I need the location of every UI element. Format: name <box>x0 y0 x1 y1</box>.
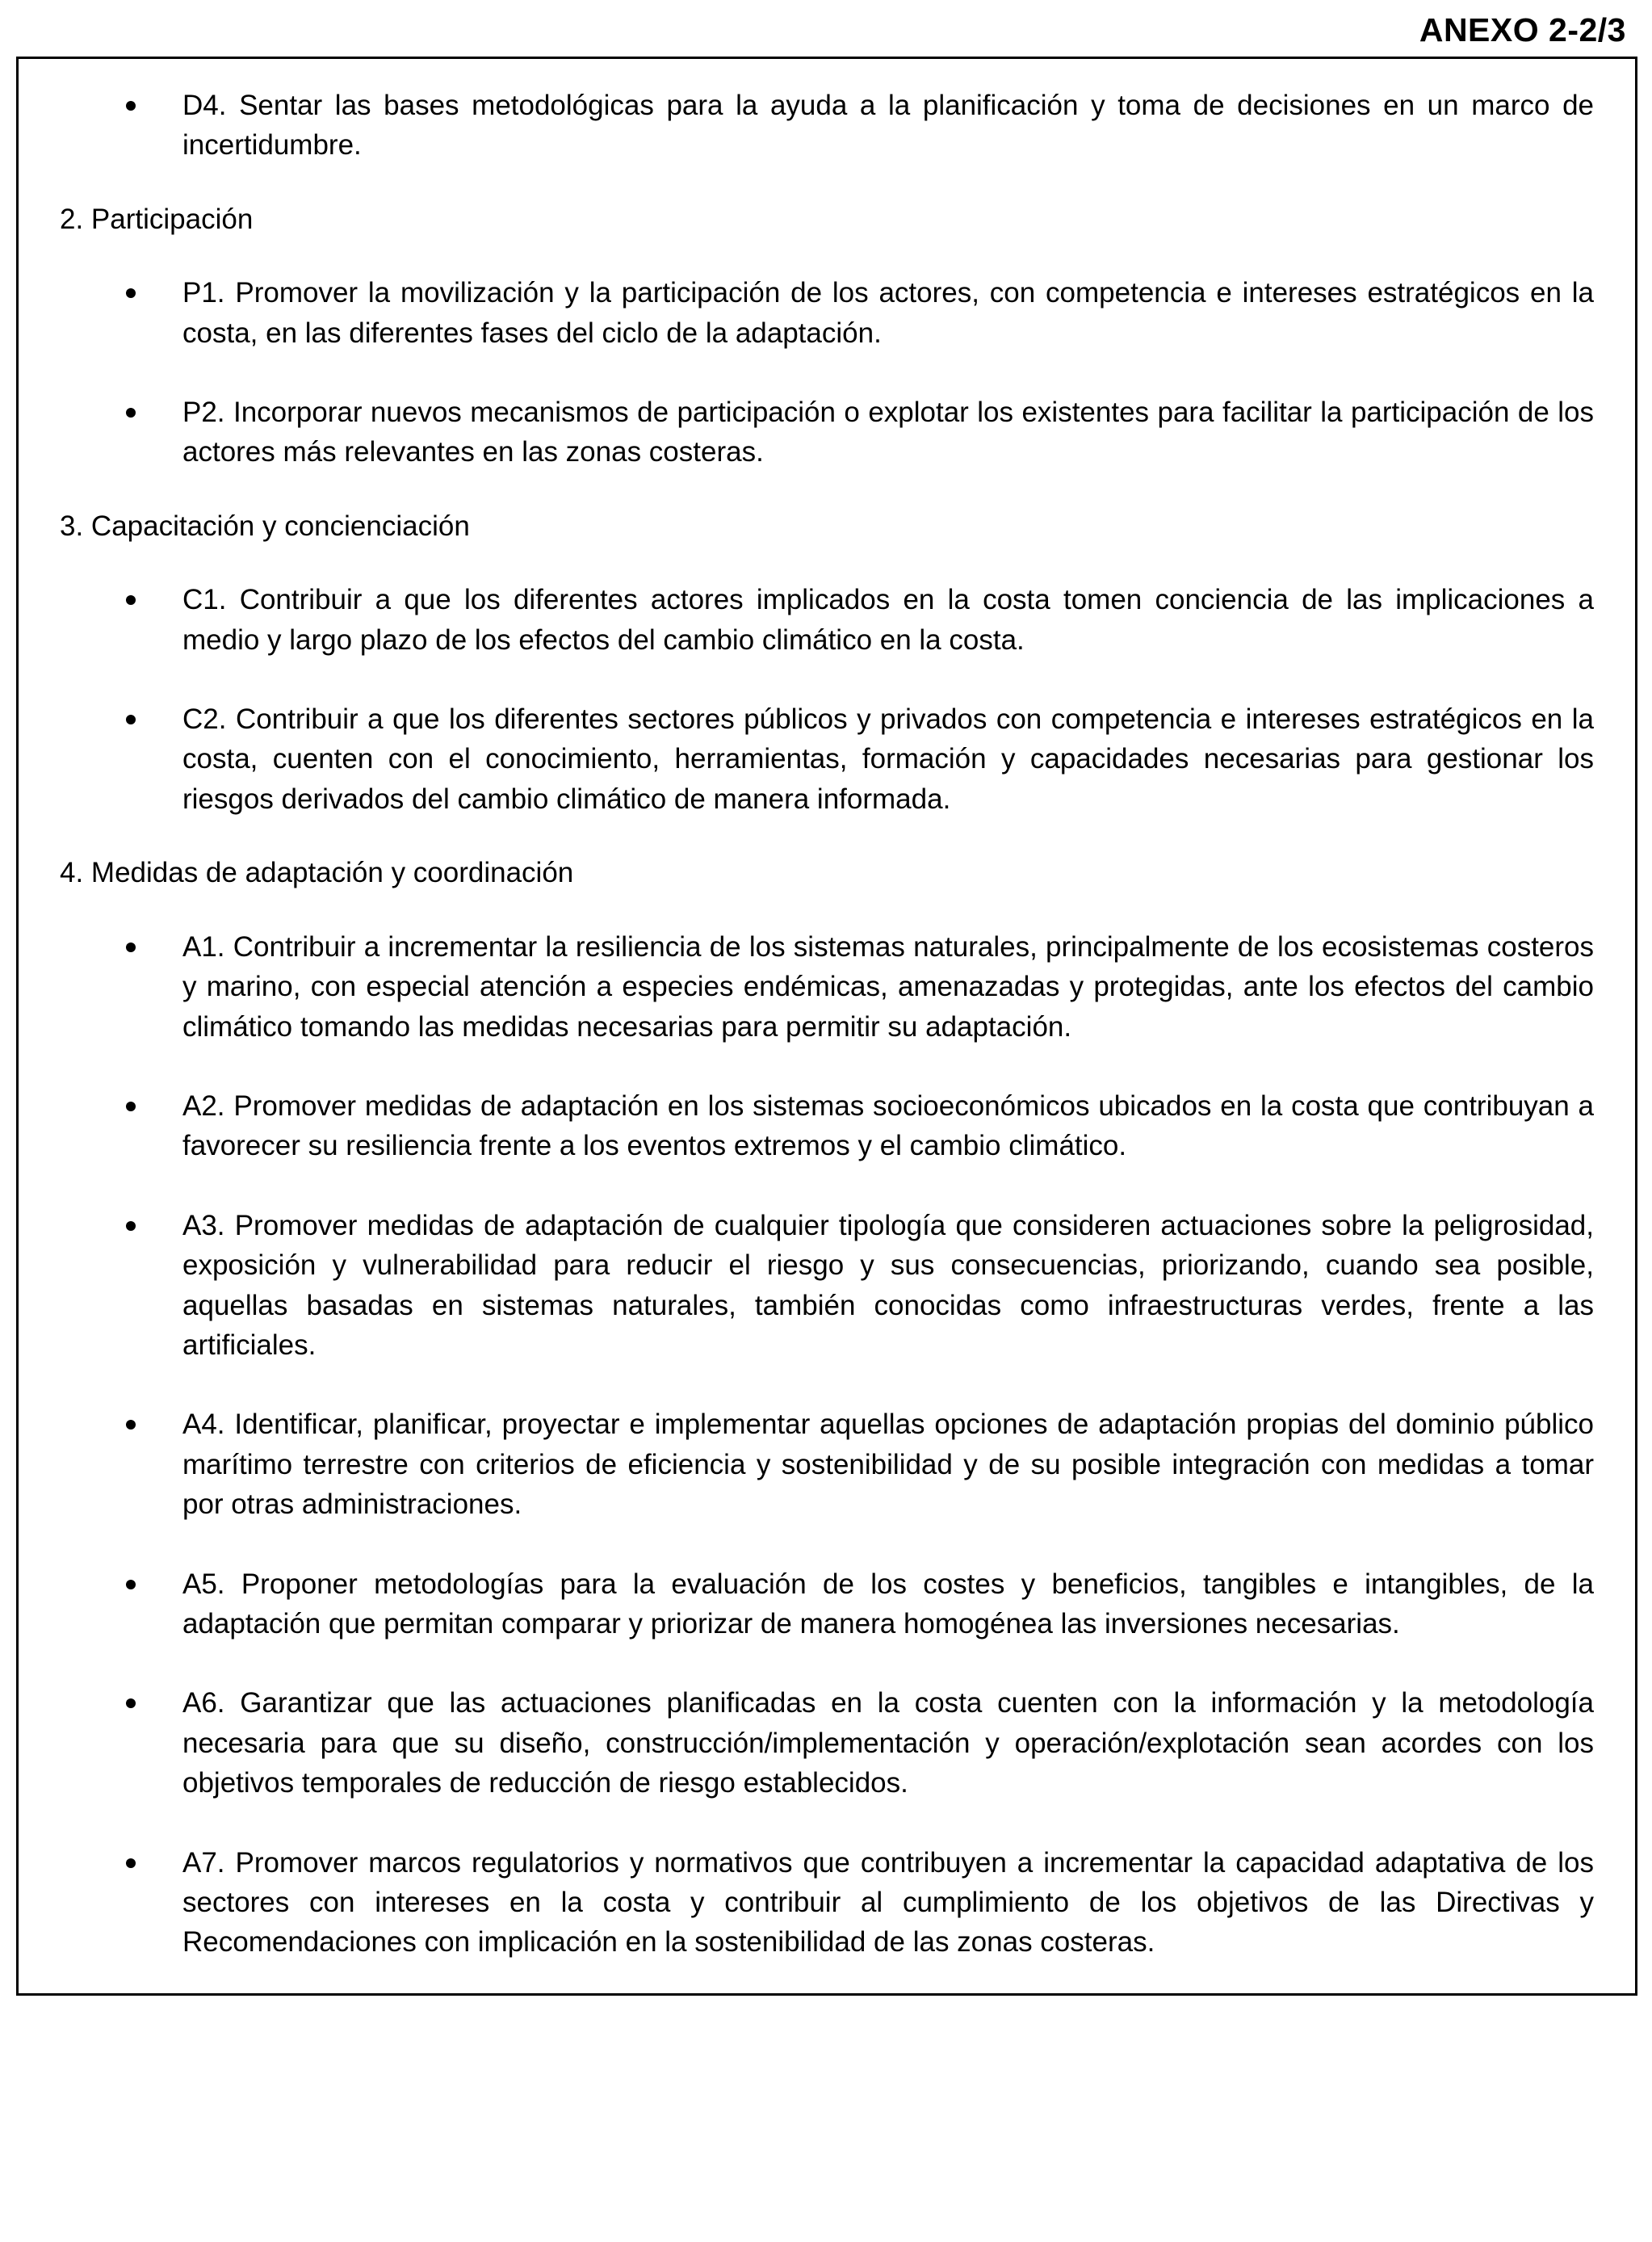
bullet-icon <box>126 101 136 111</box>
bullet-icon <box>126 1102 136 1111</box>
list-item-text: C1. Contribuir a que los diferentes actores implicados en la costa tomen conciencia de las implicaciones a medio y largo plazo de los efectos del cambio climático en la costa. <box>182 584 1594 656</box>
list-item <box>45 1086 1594 1166</box>
section-heading: 4. Medidas de adaptación y coordinación <box>60 857 574 889</box>
bullet-icon <box>126 943 136 952</box>
list-item-text: A3. Promover medidas de adaptación de cualquier tipología que consideren actuaciones sobre la peligrosidad, exposición y vulnerabilidad para reducir el riesgo y sus consecuencias, priorizando, cuando sea posible, aquellas basadas en sistemas naturales, también conocidas como infraestructuras verdes, frente a las artificiales. <box>182 1209 1594 1361</box>
list-item-text: A6. Garantizar que las actuaciones planificadas en la costa cuenten con la información y la metodología necesaria para que su diseño, construcción/implementación y operación/explotación sean acordes con los objetivos temporales de reducción de riesgo establecidos. <box>182 1687 1594 1799</box>
list-item <box>45 580 1594 660</box>
list-item-text: A2. Promover medidas de adaptación en los sistemas socioeconómicos ubicados en la costa que contribuyan a favorecer su resiliencia frente a los eventos extremos y el cambio climático. <box>182 1090 1594 1162</box>
list-item <box>45 1843 1594 1963</box>
section-adaptation-measures <box>45 853 1594 1963</box>
list-item-text: P1. Promover la movilización y la participación de los actores, con competencia e intereses estratégicos en la costa, en las diferentes fases del ciclo de la adaptación. <box>182 277 1594 349</box>
list-item-text: D4. Sentar las bases metodológicas para la ayuda a la planificación y toma de decisiones en un marco de incertidumbre. <box>182 90 1594 162</box>
list-item-text: P2. Incorporar nuevos mecanismos de participación o explotar los existentes para facilitar la participación de los actores más relevantes en las zonas costeras. <box>182 397 1594 468</box>
bullet-icon <box>126 408 136 418</box>
annex-label: ANEXO 2-2/3 <box>1419 11 1626 48</box>
list-item <box>45 699 1594 819</box>
bullet-icon <box>126 288 136 298</box>
bullet-icon <box>126 1858 136 1868</box>
document-body <box>45 86 1594 1963</box>
section-participation <box>45 199 1594 472</box>
section-heading: 3. Capacitación y concienciación <box>60 510 470 542</box>
list-item <box>45 927 1594 1047</box>
list-item <box>45 1206 1594 1366</box>
bullet-icon <box>126 1221 136 1231</box>
bullet-icon <box>126 1580 136 1589</box>
bullet-list <box>45 86 1594 166</box>
bullet-list <box>45 580 1594 819</box>
list-item-text: C2. Contribuir a que los diferentes sectores públicos y privados con competencia e intereses estratégicos en la costa, cuenten con el conocimiento, herramientas, formación y capacidades necesarias para gestionar los riesgos derivados del cambio climático de manera informada. <box>182 703 1594 815</box>
list-item <box>45 393 1594 472</box>
section-heading: 2. Participación <box>60 203 254 235</box>
section-training-awareness <box>45 506 1594 819</box>
list-item <box>45 1683 1594 1803</box>
list-item <box>45 86 1594 166</box>
bullet-icon <box>126 1420 136 1430</box>
bullet-icon <box>126 595 136 605</box>
section-decisions <box>45 86 1594 166</box>
bullet-icon <box>126 1698 136 1708</box>
list-item-text: A1. Contribuir a incrementar la resiliencia de los sistemas naturales, principalmente de los ecosistemas costeros y marino, con especial atención a especies endémicas, amenazadas y protegidas, ante los efectos del cambio climático tomando las medidas necesarias para permitir su adaptación. <box>182 930 1594 1043</box>
list-item-text: A5. Proponer metodologías para la evaluación de los costes y beneficios, tangibles e intangibles, de la adaptación que permitan comparar y priorizar de manera homogénea las inversiones necesarias. <box>182 1568 1594 1640</box>
list-item-text: A4. Identificar, planificar, proyectar e implementar aquellas opciones de adaptación propias del dominio público marítimo terrestre con criterios de eficiencia y sostenibilidad y de su posible integración con medidas a tomar por otras administraciones. <box>182 1409 1594 1521</box>
bullet-list <box>45 927 1594 1963</box>
list-item <box>45 1404 1594 1524</box>
bullet-icon <box>126 715 136 724</box>
list-item <box>45 1564 1594 1644</box>
bullet-list <box>45 273 1594 472</box>
list-item <box>45 273 1594 353</box>
list-item-text: A7. Promover marcos regulatorios y normativos que contribuyen a incrementar la capacidad adaptativa de los sectores con intereses en la costa y contribuir al cumplimiento de los objetivos de las Directivas y Recomendaciones con implicación en la sostenibilidad de las zonas costeras. <box>182 1846 1594 1959</box>
